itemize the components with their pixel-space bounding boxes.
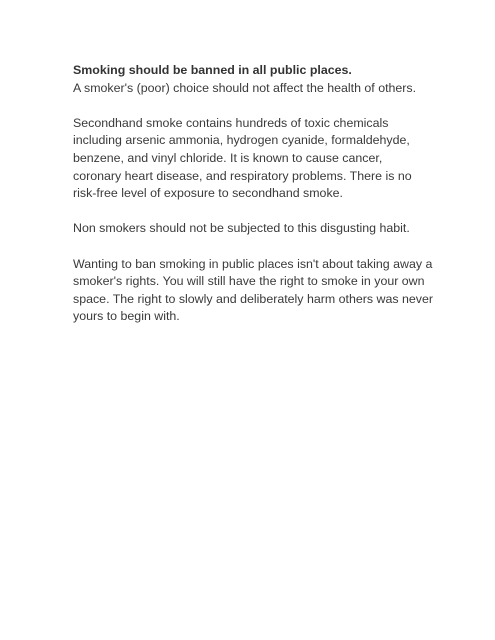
- document-subtitle: A smoker's (poor) choice should not affect the health of others.: [73, 80, 417, 95]
- paragraph-secondhand-smoke: Secondhand smoke contains hundreds of toxic chemicals including arsenic ammonia, hydrogen cyanide, formaldehyde, benzene, and vinyl chloride. It is known to cause cancer, coronary heart disease, and respiratory problems. There is no risk-free level of exposure to secondhand smoke.: [73, 115, 412, 201]
- document-page: [73, 62, 433, 344]
- document-title: Smoking should be banned in all public places.: [73, 63, 352, 77]
- paragraph-smokers-rights: Wanting to ban smoking in public places isn't about taking away a smoker's rights. You will still have the right to smoke in your own space. The right to slowly and deliberately harm others was never yours to begin with.: [73, 256, 433, 324]
- paragraph-non-smokers: Non smokers should not be subjected to this disgusting habit.: [73, 221, 410, 236]
